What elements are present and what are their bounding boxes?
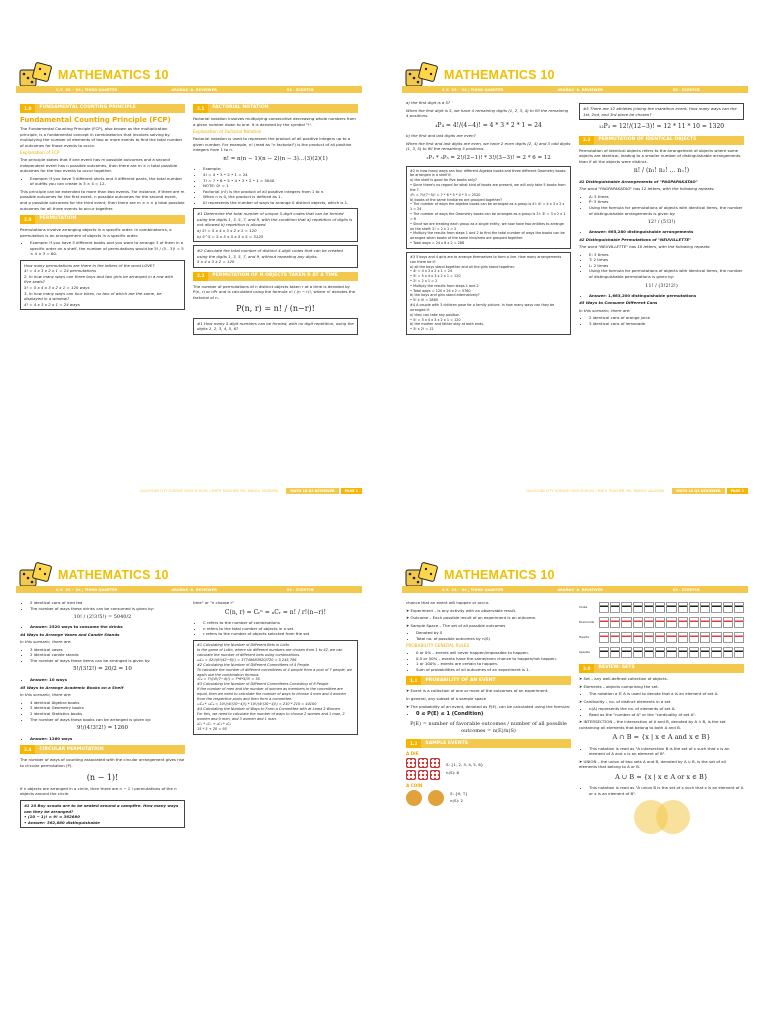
example-box: #2 Calculate the total number of distinct 4-digit codes that can be created using the digits 1, 3, 5, 7, and 9, without repeating any digits. 5 x 4 x 3 x 2 = 120 xyxy=(193,245,358,268)
example-box: #2 In how many ways can four different Algebra books and three different Geometry books be arranged in a shelf if: a) the shelf is good for five books only? • Since there's no regard for what kind of books are present, we will only take 5 books from the 7. ₇P₅ = 7!/(7−5)! = 7 * 6 * 5 * 4 * 3 = 2520 b) books of the same kind/area are grouped together? • The number of ways the algebra books can be arranged as a group is 4!: 4! = 4 x 3 x 2 x 1 = 24 • The number of ways the Geometry books can be arranged as a group is 3!: 3! = 3 x 2 x 1 = 6 • Since we are treating each group as a single entity, we now have two entities to arrange on the shelf: 2! = 2 x 1 = 2 • Multiply the results from steps 1 and 2 to find the total number of ways the books can be arranged when books of the same kind/area are grouped together. • Total ways = 24 x 6 x 2 = 288 xyxy=(406,166,571,249)
die-face-icon xyxy=(418,770,428,780)
suit-label: Diamonds xyxy=(579,620,595,625)
header-band xyxy=(16,586,362,593)
left-column xyxy=(406,100,571,478)
header-band xyxy=(402,586,748,593)
card xyxy=(610,602,620,613)
paragraph: Permutations involve arranging objects in a specific order. In combinatorics, a permutation is an arrangement of objects in a specific order. xyxy=(20,227,172,238)
left-column xyxy=(20,100,185,478)
footer-school: CALOOCAN CITY SCIENCE HIGH SCHOOL | MATH TEACHER: MS. BIANCA VALDOMA xyxy=(525,488,665,493)
list-item: • Factorial (n!) is the product of all positive integers from 1 to n. xyxy=(203,189,358,195)
formula: P(n, r) = n! / (n−r)! xyxy=(236,304,315,314)
band-text: ARAÑAS 'A. REVIEWER xyxy=(557,87,603,92)
section-label: PERMUTATION OF N OBJECTS TAKEN R AT A TIME xyxy=(212,272,338,278)
paragraph: ➤ UNION – the union of two sets A and B, denoted by A ∪ B, is the set of all elements that belong to A or B. xyxy=(579,758,726,770)
list-item: • T: 2 times xyxy=(589,257,744,263)
card xyxy=(700,617,710,628)
list-item: • Sum of probabilities of all outcomes of an experiment is 1. xyxy=(416,667,571,673)
subheading: PROBABILITY GENERAL RULES xyxy=(406,643,470,649)
card xyxy=(599,602,609,613)
card xyxy=(723,602,733,613)
paragraph: In this scenario, there are: xyxy=(20,692,72,698)
coin-example xyxy=(406,790,571,806)
card xyxy=(689,617,699,628)
card xyxy=(655,617,665,628)
formula: A ∩ B = {x | x ∈ A and x ∈ B} xyxy=(612,733,711,742)
list-item: • This notation is read as "A intersection B is the set of x such that x is an element of A and x is an element of B". xyxy=(589,746,744,757)
paragraph: a) the first digit is a 5? xyxy=(406,100,451,105)
paragraph: ➤ INTERSECTION – the intersection of A and B, denoted by A ∩ B, is the set containing all elements that belong to both A and B. xyxy=(579,719,726,730)
list-item: • 3 identical vases xyxy=(30,647,185,653)
list-item: • E: 3 times xyxy=(589,252,744,258)
list-item: • Read as the "number of A" or the "cardinality of set A". xyxy=(589,712,744,718)
card xyxy=(700,647,710,658)
card xyxy=(678,632,688,643)
paragraph: ➤ Experiment – is any activity with an observable result. xyxy=(406,607,517,613)
paragraph: Factorial notation is used to represent the product of all positive integers up to a given number. For example, n! (read as "n factorial") is the product of all positive integers from 1 to n. xyxy=(193,136,352,153)
suit-label: Clubs xyxy=(579,605,588,610)
dice-faces-icon xyxy=(406,758,442,781)
formula: n! / (n₁! n₂! … n₌!) xyxy=(633,167,690,175)
list-item: • Total no. of possible outcomes by n(S) xyxy=(416,636,571,642)
band-text: ARAÑAS 'A. REVIEWER xyxy=(171,587,217,592)
card xyxy=(678,602,688,613)
subheading: A COIN xyxy=(406,783,423,789)
die-face-icon xyxy=(418,758,428,768)
list-item: • The number of ways these items can be arranged is given by: xyxy=(30,658,185,664)
paragraph: The number of ways of counting associated with the circular arrangement gives rise to circular permutation (P). xyxy=(20,757,185,768)
card xyxy=(711,602,721,613)
section-header xyxy=(20,745,185,754)
list-item: • Using the formula for permutations of objects with identical items, the number of distinguishable arrangements is given by: xyxy=(589,205,744,216)
card xyxy=(655,632,665,643)
answer: • Answer: 1260 ways xyxy=(30,736,185,742)
card xyxy=(734,617,744,628)
example-box: #1 How many 5-digit numbers can be formed, with no digit repetition, using the digits 1, 2, 3, 4, 5, 6? xyxy=(193,318,358,335)
card xyxy=(610,647,620,658)
cards-row-spades xyxy=(599,647,744,658)
section-label: FACTORIAL NOTATION xyxy=(212,105,269,111)
card xyxy=(723,632,733,643)
answer: • Answer: 1,663,200 distinguishable permutations xyxy=(589,293,744,299)
band-text: ARAÑAS 'A. REVIEWER xyxy=(171,87,217,92)
section-header xyxy=(20,215,185,224)
page-header xyxy=(16,60,362,104)
list-item: • 0.5 or 50% – events have the same/even chance to happen/not happen. xyxy=(416,656,571,662)
paragraph: chance that an event will happen or occur. xyxy=(406,600,490,605)
venn-diagram xyxy=(579,800,744,834)
right-column xyxy=(579,100,744,478)
formula: n! = n(n − 1)(n − 2)(n − 3)…(3)(2)(1) xyxy=(223,155,328,162)
section-header xyxy=(406,676,571,685)
card xyxy=(666,632,676,643)
example-title: #5 Ways to Arrange Academic Books on a Shelf xyxy=(20,684,124,690)
paragraph: ➤ The probability of an event, denoted as P(E), can be calculated using the formula: xyxy=(406,703,571,709)
header-band xyxy=(16,86,362,93)
card xyxy=(610,632,620,643)
example-title: #3 Ways to Consume Different Cans xyxy=(579,300,658,306)
section-number: 3.0 xyxy=(579,664,594,673)
card xyxy=(633,647,643,658)
page-3 xyxy=(16,560,362,1024)
card xyxy=(689,632,699,643)
paragraph: In general, any subset of a sample space xyxy=(406,695,487,701)
band-text: S3 - ZCE6TCB xyxy=(672,587,700,592)
paragraph: The principle states that if one event has m possible outcomes and a second independent event has n possible outcomes, then there are m × n total possible outcomes for the two events to occur together. xyxy=(20,157,178,174)
card xyxy=(678,647,688,658)
die-face-icon xyxy=(430,758,440,768)
list-item: • Denoted by S xyxy=(416,630,571,636)
sample-space: S: {1, 2, 3, 4, 5, 6} xyxy=(446,762,484,768)
section-label: SAMPLE EVENTS xyxy=(425,740,469,746)
list-item: • n(A) represents the no. of elements of set A. xyxy=(589,706,744,712)
list-item: • 0! represents the number of ways to arrange 0 distinct objects, which is 1. xyxy=(203,200,358,206)
list-item: • 2 identical Statistics books xyxy=(30,711,185,717)
paragraph: In this scenario, there are: xyxy=(579,307,631,313)
list-item: • Using the formula for permutations of objects with identical items, the number of distinguishable permutations is given by: xyxy=(589,268,744,279)
section-number: 2.2 xyxy=(193,272,208,281)
cards-row-clubs xyxy=(599,602,744,613)
section-label: PERMUTATION OF IDENTICAL OBJECTS xyxy=(598,136,697,142)
answer: • Answer: 2520 ways to consume the drinks xyxy=(30,624,185,630)
card xyxy=(689,647,699,658)
list-item: • 2 identical candle stands xyxy=(30,652,185,658)
playing-cards-figure xyxy=(579,600,744,660)
card xyxy=(734,632,744,643)
paragraph: Factorial notation involves multiplying consecutive decreasing whole numbers from a given number down to one. It is denoted by the symbol "!". xyxy=(193,116,356,127)
venn-circle-b xyxy=(656,800,690,834)
page-header xyxy=(402,60,748,104)
paragraph: ➤ Set – any well-defined collection of objects. xyxy=(579,676,668,681)
die-face-icon xyxy=(406,758,416,768)
paragraph: b) the first and last digits are even? xyxy=(406,133,476,139)
card xyxy=(734,602,744,613)
section-label: PROBABILITY OF AN EVENT xyxy=(425,677,496,683)
footer-page: PAGE 2 xyxy=(727,488,748,494)
card xyxy=(655,602,665,613)
list-item: • 3 identical Geometry books xyxy=(30,705,185,711)
example-box: #5 There are 12 athletes joining the marathon event. How many ways can the 1st, 2nd, and 3rd place be chosen? xyxy=(579,103,744,120)
die-face-icon xyxy=(406,770,416,780)
right-column xyxy=(193,100,358,478)
section-header xyxy=(579,136,744,145)
card xyxy=(723,617,733,628)
list-item: • 4 identical Algebra books xyxy=(30,700,185,706)
section-header xyxy=(193,272,358,281)
card xyxy=(689,602,699,613)
card xyxy=(644,602,654,613)
card xyxy=(633,617,643,628)
paragraph: In this scenario, there are: xyxy=(20,639,72,645)
list-item: • NOTE: 0! = 1 xyxy=(203,183,358,189)
page-header xyxy=(402,560,748,604)
die-example xyxy=(406,758,571,781)
example-box: #3 5 boys and 4 girls are to arrange themselves to form a line. How many arrangements can there be if: a) all the boys stand together and all the girls stand together. • 4! = 4 x 3 x 2 x 1 = 24 • 5! = 5 x 4 x 3 x 2 x 1 = 120 • 2! = 2 x 1 = 2 • Multiply the results from steps 1 and 2 • Total ways = 120 x 24 x 2 = 5760 b) the boys and girls stand alternatively? • 5! x 4! = 2880 #4 A couple with 3 children pose for a family picture. In how many ways can they be arranged if: a) they can take any position • 5! = 5 x 4 x 3 x 2 x 1 = 120 b) the mother and father stay at both ends. • 3! x 2! = 12 xyxy=(406,252,571,335)
list-item: • A: 5 times xyxy=(589,194,744,200)
formula: A ∪ B = {x | x ∈ A or x ∈ B} xyxy=(615,772,708,781)
page-header xyxy=(16,560,362,604)
subheading: Explanation of Factorial Notation xyxy=(193,129,262,135)
list-item: • n refers to the total number of objects in a set xyxy=(203,626,358,632)
section-number: 1.0 xyxy=(20,104,35,113)
card xyxy=(610,617,620,628)
formula-condition: • 0 ≤ P(E) ≤ 1 (Condition) xyxy=(416,711,571,718)
paragraph: time" or "n choose r" xyxy=(193,600,234,605)
paragraph: This principle can be extended to more than two events. For instance, if there are m possible outcomes for the first event, n possible outcomes for the second event, and p possible outcomes for the third event, then there are m × n × p total possible outcomes for all three events to occur together. xyxy=(20,188,185,211)
section-label: FUNDAMENTAL COUNTING PRINCIPLE xyxy=(39,105,136,111)
list-item: • This notation is read as "A union B is the set of x such that x is an element of A or x is an element of B". xyxy=(589,785,744,796)
sample-count: n(S): 6 xyxy=(446,769,459,775)
subheading: A DIE xyxy=(406,751,419,757)
paragraph: The word "NEUVILLETTE" has 10 letters, with the following repeats: xyxy=(579,244,711,250)
sample-count: n(S): 2 xyxy=(450,798,463,804)
card xyxy=(655,647,665,658)
list-item: • The number of ways these books can be arranged is given by: xyxy=(30,717,185,723)
list-item: • L: 2 times xyxy=(589,263,744,269)
card xyxy=(633,602,643,613)
example-item: • Example: If you have 5 different books and you want to arrange 3 of them in a specific order on a shelf, the number of permutations would be 5! / (5 - 3)! = 5 × 4 × 3 = 60. xyxy=(30,240,185,257)
page-title: MATHEMATICS 10 xyxy=(58,68,169,82)
section-label: REVIEW: SETS xyxy=(598,665,635,671)
card xyxy=(644,632,654,643)
footer-page: PAGE 1 xyxy=(341,488,362,494)
suit-label: Spades xyxy=(579,650,590,655)
paragraph: ➤ Sample Space – The set of all possible outcomes xyxy=(406,622,506,628)
list-item: • 0 or 0% – events will never happen/impossible to happen. xyxy=(416,650,571,656)
die-face-icon xyxy=(430,770,440,780)
example-box: #1 10 Boy scouts are to be seated around a campfire. How many ways can they be arranged? • (10 − 1)! = 9! = 362880 • Answer: 362,880 distinguishable xyxy=(20,800,185,828)
list-item: • 4! = 4 • 3 • 2 • 1 = 24 xyxy=(203,172,358,178)
card xyxy=(700,602,710,613)
answer: • Answer: 10 ways xyxy=(30,677,185,683)
section-number: 2.4 xyxy=(20,745,35,754)
list-item: • P: 3 times xyxy=(589,199,744,205)
list-item: • C refers to the number of combinations xyxy=(203,620,358,626)
card xyxy=(621,602,631,613)
formula: 11! / (3!2!2!) xyxy=(645,282,678,289)
sample-space: S: {H, T} xyxy=(450,790,468,796)
paragraph: ➤ Event is a collection of one or more of the outcomes of an experiment. xyxy=(406,688,549,694)
band-text: S3 - ZCE6TCB xyxy=(286,87,314,92)
paragraph: ➤ Cardinality – no. of distinct elements in a set xyxy=(579,698,671,704)
paragraph: ➤ Outcome – Each possible result of an experiment is an outcome. xyxy=(406,615,537,621)
example-item: • Example: If you have 3 different shirts and 4 different pants, the total number of outfits you can create is 3 × 4 = 12. xyxy=(30,176,185,187)
list-item: • 7! = 7 • 6 • 5 • 4 • 3 • 2 • 1 = 5040 xyxy=(203,178,358,184)
example-title: #2 Distinguishable Permutations of "NEUVILLETTE" xyxy=(579,236,692,242)
card xyxy=(711,617,721,628)
formula: ₁₂P₃ = 12!/(12−3)! = 12 * 11 * 10 = 1320 xyxy=(598,123,725,131)
section-header xyxy=(193,104,358,113)
card xyxy=(599,632,609,643)
example-box: How many permutations are there in the letters of the word LOVE? 4! = 4 x 3 x 2 x 1 = 24 permutations 2. In how many ways can three boys and two girls be arranged in a row with five seats? 5! = 5 x 4 x 3 x 2 x 1 = 120 ways 3. In how many ways can four bikes, no two of which are the same, be displayed in a window? 4! = 4 x 3 x 2 x 1 = 24 ways xyxy=(20,260,185,310)
list-item: • The number of ways these drinks can be consumed is given by: xyxy=(30,606,185,612)
list-item: • 1 or 100% – events are certain to happen. xyxy=(416,661,571,667)
list-item: • 2 identical cans of orange juice xyxy=(589,315,744,321)
section-header xyxy=(406,739,571,748)
answer: • Answer: 665,280 distinguishable arrangements xyxy=(589,229,744,235)
list-item: • When n is 0, the product is defined as 1. xyxy=(203,194,358,200)
card xyxy=(621,632,631,643)
formula: 12! / (5!3!) xyxy=(647,219,676,226)
card xyxy=(633,632,643,643)
card xyxy=(644,617,654,628)
page-title: MATHEMATICS 10 xyxy=(444,68,555,82)
card xyxy=(734,647,744,658)
formula: P(E) = number of favorable outcomes / number of all possible outcomes = n(E)/n(S) xyxy=(410,721,567,735)
section-number: 2.1 xyxy=(193,104,208,113)
card xyxy=(700,632,710,643)
subheading: Explanation of FCP xyxy=(20,150,60,156)
coin-tails-icon xyxy=(428,790,444,806)
example-title: #1 Distinguishable Arrangements of "PAGPAPAKATAO" xyxy=(579,178,698,184)
left-column xyxy=(406,600,571,1020)
formula: 10! / (2!3!5!) = 5040/2 xyxy=(73,614,132,621)
paragraph: When the first digit is 5, we have 4 remaining digits (1, 2, 3, 4) to fill the remaining 4 positions. xyxy=(406,107,569,119)
right-column xyxy=(193,600,358,1020)
heading: Fundamental Counting Principle (FCP) xyxy=(20,116,171,124)
band-text: S.Y. '23 - '24 | THIRD QUARTER xyxy=(442,87,504,92)
section-number: 2.3 xyxy=(579,136,594,145)
card xyxy=(644,647,654,658)
card xyxy=(621,647,631,658)
list-item: • Example: xyxy=(203,166,358,172)
section-number: 1.1 xyxy=(406,676,421,685)
card xyxy=(599,647,609,658)
cards-row-hearts xyxy=(599,632,744,643)
band-text: S.Y. '23 - '24 | THIRD QUARTER xyxy=(56,587,118,592)
card xyxy=(666,602,676,613)
example-title: #4 Ways to Arrange Vases and Candle Stands xyxy=(20,631,120,637)
card xyxy=(621,617,631,628)
page-footer xyxy=(16,487,362,494)
band-text: ARAÑAS 'A. REVIEWER xyxy=(557,587,603,592)
list-item: • 5 identical cans of iced tea xyxy=(30,600,185,606)
example-box: #1 Determine the total number of unique 5-digit codes that can be formed using the digits 1, 3, 5, 7, and 9, with the condition that a) repetition of digits is not allowed b) repetition is allowed a) 5! = 5 x 4 x 3 x 2 x 1 = 120 b) 5^5 = 5 x 5 x 5 x 5 x 5 = 3125 xyxy=(193,208,358,242)
right-column xyxy=(579,600,744,1020)
list-item: • The notation a ∈ A is used to denote that a is an element of set A. xyxy=(589,691,744,697)
formula: 5!/(3!2!) = 20/2 = 10 xyxy=(73,666,132,673)
paragraph: The number of permutations of n distinct objects taken r at a time is denoted by P(n, r) or nPr and is calculated using the formula n! / (n − r)!, where n! denotes the factorial of n. xyxy=(193,283,356,300)
card xyxy=(599,617,609,628)
example-box: #1 Calculating the Number of Different Bets in Lotto In the game of Lotto, where six different numbers are chosen from 1 to 42, we can calculate the number of different bets using combinations. ₄₂C₆ = 42!/(6!(42−6)!) = 37748683920/720 = 5,245,786 #2 Calculating the Number of Different Committees of 4 People To calculate the number of different committees of 4 people from a pool of 7 people, we again use the combination formula. ₇C₄ = 7!/(4!(7−4)!) = 7*6*5/3! = 35 #3 Calculating the Number of Different Committees Consisting of 8 People If the number of men and the number of women as members in the committee are equal, then we need to calculate the number of ways to choose 4 men and 4 women from the respective pools and then form a committee. ₁₀C₄ * ₁₀C₄ = 10!/(4!(10−4)!) * 10!/(4!(10−4)!) = 210 * 210 = 44100 #4 Calculating the Number of Ways to Form a Committee with at Least 2 Women For this, we need to calculate the number of ways to choose 2 women and 1 man, 2 women and 0 men, and 3 women and 1 man. ₆C₂ * ₅C₁ + ₆C₃ * ₅C₀ 15 * 5 + 20 = 95 xyxy=(193,640,358,735)
cards-row-diamonds xyxy=(599,617,744,628)
card xyxy=(723,647,733,658)
paragraph: ➤ Elements – objects comprising the set. xyxy=(579,683,659,689)
page-title: MATHEMATICS 10 xyxy=(58,568,169,582)
coin-heads-icon xyxy=(406,790,422,806)
section-header xyxy=(20,104,185,113)
formula: 9!/(4!3!2!) = 1260 xyxy=(76,725,129,732)
page-title: MATHEMATICS 10 xyxy=(444,568,555,582)
formula: (n − 1)! xyxy=(86,772,119,782)
section-number: 2.0 xyxy=(20,215,35,224)
paragraph: If n objects are arranged in a circle, then there are n − 1 ! permutations of the n objects around the circle. xyxy=(20,785,177,797)
paragraph: Permutation of identical objects refers to the arrangement of objects where some objects are identical, leading to a smaller number of distinguishable arrangements than if all the objects were distinct. xyxy=(579,147,741,164)
section-label: PERMUTATION xyxy=(39,216,77,222)
footer-reviewer: MATH 10 Q3 REVIEWER xyxy=(672,488,724,494)
list-item: • r refers to the number of objects selected from the set xyxy=(203,631,358,637)
page-2 xyxy=(402,60,748,500)
band-text: S3 - ZCE6TCB xyxy=(286,587,314,592)
formula: ₂P₁ * ₃P₃ = 2!/(2−1)! * 3!/(3−3)! = 2 * 6 = 12 xyxy=(426,154,551,161)
section-header xyxy=(579,664,744,673)
page-1 xyxy=(16,60,362,500)
footer-reviewer: MATH 10 Q3 REVIEWER xyxy=(286,488,338,494)
paragraph: The word "PAGPAPAKATAO" has 12 letters, with the following repeats: xyxy=(579,186,715,192)
paragraph: When the first and last digits are even, we have 2 even digits (2, 4) and 3 odd digits (1, 3, 5) to fill the remaining 3 positions. xyxy=(406,140,571,152)
formula: ₄P₄ = 4!/(4−4)! = 4 * 3 * 2 * 1 = 24 xyxy=(435,121,542,129)
suit-label: Hearts xyxy=(579,635,589,640)
formula: C(n, r) = Cᵣⁿ = ₙCᵣ = n! / r!(n−r)! xyxy=(224,608,327,616)
header-band xyxy=(402,86,748,93)
band-text: S.Y. '23 - '24 | THIRD QUARTER xyxy=(442,587,504,592)
page-4 xyxy=(402,560,748,1024)
card xyxy=(666,617,676,628)
card xyxy=(711,632,721,643)
band-text: S3 - ZCE6TCB xyxy=(672,87,700,92)
card xyxy=(711,647,721,658)
band-text: S.Y. '23 - '24 | THIRD QUARTER xyxy=(56,87,118,92)
page-footer xyxy=(402,487,748,494)
left-column xyxy=(20,600,185,1020)
card xyxy=(678,617,688,628)
list-item: • 3 identical cans of lemonade xyxy=(589,321,744,327)
paragraph: The Fundamental Counting Principle (FCP), also known as the multiplication principle, is a fundamental concept in combinatorics that involves solving by multiplying the number of elements of two or more events to find the total number of outcomes for those events to occur. xyxy=(20,126,183,148)
section-number: 1.2 xyxy=(406,739,421,748)
footer-school: CALOOCAN CITY SCIENCE HIGH SCHOOL | MATH TEACHER: MS. BIANCA VALDOMA xyxy=(139,488,279,493)
card xyxy=(666,647,676,658)
section-label: CIRCULAR PERMUTATION xyxy=(39,746,104,752)
